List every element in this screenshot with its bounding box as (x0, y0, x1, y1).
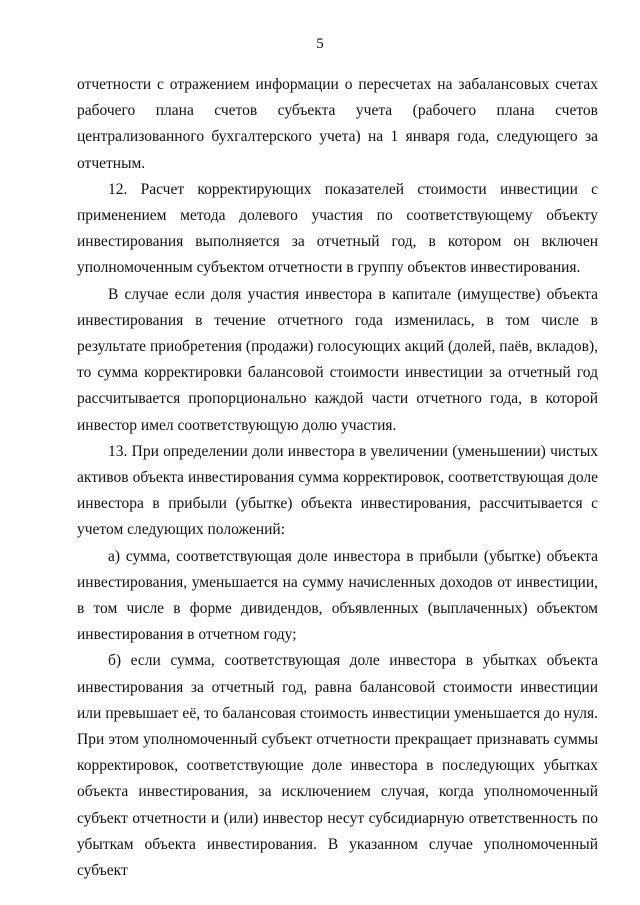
paragraph-clause-12: 12. Расчет корректирующих показателей стоимости инвестиции с применением метода долевого участия по соответствующему объекту инвестирования выполняется за отчетный год, в котором он включен уполномоченным субъектом отчетности в группу объектов инвестирования. (77, 180, 598, 277)
paragraph-share-change: В случае если доля участия инвестора в капитале (имуществе) объекта инвестирования в течение отчетного года изменилась, в том числе в результате приобретения (продажи) голосующих акций (долей, паёв, вкладов), то сумма корректировки балансовой стоимости инвестиции за отчетный год рассчитывается пропорционально каждой части отчетного года, в которой инвестор имел соответствующую долю участия. (77, 285, 598, 434)
page-number: 5 (316, 36, 324, 52)
paragraph-item-b: б) если сумма, соответствующая доле инвестора в убытках объекта инвестирования за отчетный год, равна балансовой стоимости инвестиции или превышает её, то балансовая стоимость инвестиции уменьшается до нуля. При этом уполномоченный субъект отчетности прекращает признавать суммы корректировок, соответствующие доле инвестора в последующих убытках объекта инвестирования, за исключением случая, когда уполномоченный субъект отчетности и (или) инвестор несут субсидиарную ответственность по убыткам объекта инвестирования. В указанном случае уполномоченный субъект (77, 652, 598, 880)
paragraph-clause-13: 13. При определении доли инвестора в увеличении (уменьшении) чистых активов объекта инвестирования сумма корректировок, соответствующая доле инвестора в прибыли (убытке) объекта инвестирования, рассчитывается с учетом следующих положений: (77, 442, 598, 539)
document-body (77, 72, 598, 884)
paragraph-continuation: отчетности с отражением информации о пересчетах на забалансовых счетах рабочего плана счетов субъекта учета (рабочего плана счетов централизованного бухгалтерского учета) на 1 января года, следующего за отчетным. (77, 76, 598, 172)
paragraph-item-a: а) сумма, соответствующая доле инвестора в прибыли (убытке) объекта инвестирования, уменьшается на сумму начисленных доходов от инвестиции, в том числе в форме дивидендов, объявленных (выплаченных) объектом инвестирования в отчетном году; (77, 547, 598, 644)
